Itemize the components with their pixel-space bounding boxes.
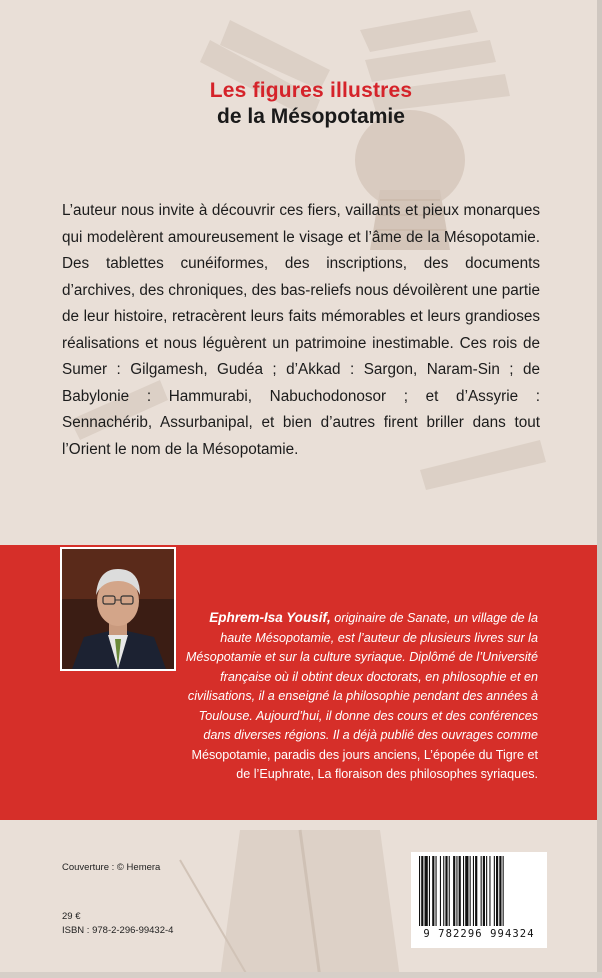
barcode [411,852,547,948]
author-name: Ephrem-Isa Yousif, [209,610,331,625]
cover-credit: Couverture : © Hemera [62,862,161,873]
author-portrait-icon [62,549,174,669]
title-line-1: Les figures illustres [209,79,413,102]
author-bio [178,608,538,785]
book-blurb [62,198,540,463]
author-works: Mésopotamie, paradis des jours anciens, L’épopée du Tigre et de l’Euphrate, La floraison des philosophes syriaques. [191,747,538,781]
isbn: ISBN : 978-2-296-99432-4 [62,925,174,936]
author-bio-text: originaire de Sanate, un village de la haute Mésopotamie, est l’auteur de plusieurs livres sur la Mésopotamie et sur la culture syriaque. Diplômé de l’Université française où il obtint deux doctorats, en philosophie et en civilisations, il a enseigné la philosophie pendant des années à Toulouse. Aujourd’hui, il donne des cours et des conférences dans diverses régions. Il a déjà publié des ouvrages comme [185,611,538,742]
right-edge [597,0,602,978]
book-title [0,78,602,130]
blurb-text: L’auteur nous invite à découvrir ces fiers, vaillants et pieux monarques qui modelèrent amoureusement le visage et l’âme de la Mésopotamie. Des tablettes cunéiformes, des inscriptions, des documents d’archives, des chroniques, des bas-reliefs nous dévoilèrent une partie de leur histoire, retracèrent leurs faits mémorables et leurs grandioses réalisations et nous léguèrent un patrimoine inestimable. Ces rois de Sumer : Gilgamesh, Gudéa ; d’Akkad : Sargon, Naram-Sin ; de Babylonie : Hammurabi, Nabuchodonosor ; et d’Assyrie : Sennachérib, Assurbanipal, et bien d’autres firent briller dans tout l’Orient le nom de la Mésopotamie. [62,202,540,458]
barcode-number: 9 782296 994324 [423,928,535,940]
title-line-2: de la Mésopotamie [217,105,405,128]
barcode-icon [417,856,541,928]
bottom-edge [0,972,602,978]
author-photo [60,547,176,671]
price: 29 € [62,911,81,922]
